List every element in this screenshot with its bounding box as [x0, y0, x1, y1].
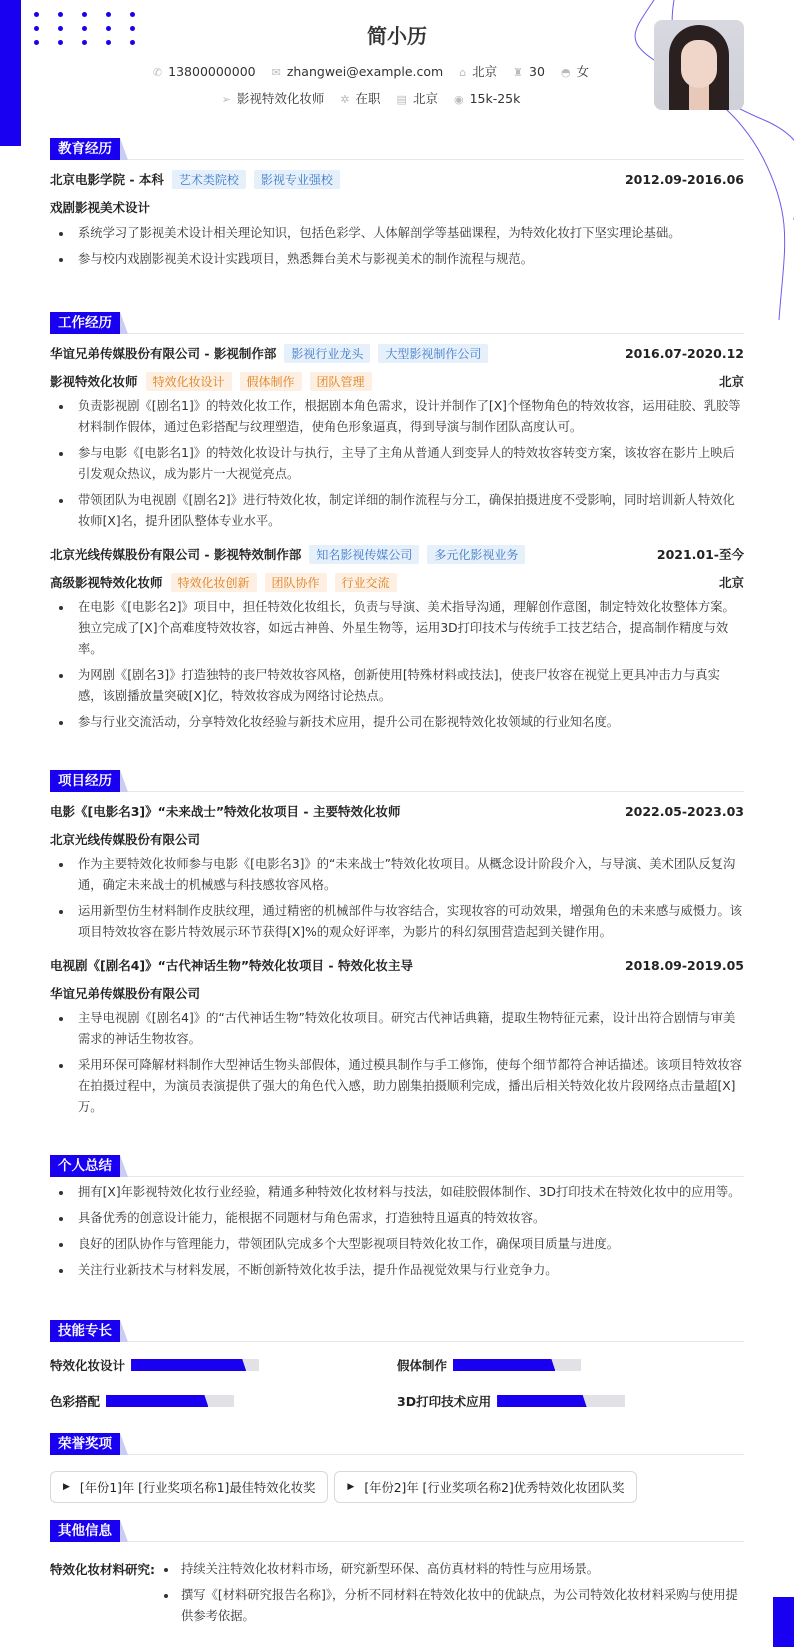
award-item	[334, 1471, 637, 1503]
date: 2021.01-至今	[656, 547, 744, 562]
skill-bar-fill	[106, 1395, 208, 1407]
skill-name: 3D打印技术应用	[397, 1394, 492, 1409]
list-item: 作为主要特效化妆师参与电影《[电影名3]》的“未来战士”特效化妆项目。从概念设计阶段介入，与导演、美术团队反复沟通，确定未来战士的机械感与科技感妆容风格。	[50, 854, 744, 896]
skill-item	[397, 1392, 744, 1410]
list-item: 系统学习了影视美术设计相关理论知识，包括色彩学、人体解剖学等基础课程，为特效化妆打下坚实理论基础。	[50, 223, 744, 244]
award-text: [年份2]年 [行业奖项名称2]优秀特效化妆团队奖	[364, 1481, 625, 1495]
school: 北京电影学院 - 本科	[50, 172, 164, 187]
date: 2016.07-2020.12	[624, 345, 744, 361]
skill-bar	[453, 1359, 581, 1371]
age: 30	[529, 64, 545, 79]
tag: 影视专业强校	[254, 170, 340, 189]
avatar-photo	[654, 20, 744, 110]
list-item: 运用新型仿生材料制作皮肤纹理，通过精密的机械部件与妆容结合，实现妆容的可动效果，增强角色的未来感与威慑力。该项目特效妆容在影片特效展示环节获得[X]%的观众好评率，为影片的科幻氛围营造起到关键作用。	[50, 901, 744, 943]
section-title: 项目经历	[50, 770, 120, 792]
role: 高级影视特效化妆师	[50, 575, 163, 590]
contact-line-1	[0, 62, 730, 80]
company: 北京光线传媒股份有限公司 - 影视特效制作部	[50, 547, 302, 562]
skills-section	[50, 1320, 744, 1410]
company: 华谊兄弟传媒股份有限公司 - 影视制作部	[50, 346, 277, 361]
hometown: 北京	[472, 64, 498, 79]
skill-bar	[497, 1395, 625, 1407]
list-item: 撰写《[材料研究报告名称]》，分析不同材料在特效化妆中的优缺点，为公司特效化妆材料采购与使用提供参考依据。	[155, 1585, 744, 1627]
phone: 13800000000	[168, 64, 256, 79]
gender: 女	[576, 64, 590, 79]
section-title: 荣誉奖项	[50, 1433, 120, 1455]
skill-tag: 团队协作	[265, 573, 327, 592]
skill-tag: 特效化妆创新	[171, 573, 257, 592]
tag: 多元化影视业务	[427, 545, 525, 564]
skill-tag: 特效化妆设计	[146, 372, 232, 391]
building-icon: ▤	[396, 93, 407, 106]
triangle-icon: ▶	[347, 1482, 355, 1492]
contact-line-2	[0, 89, 730, 107]
section-title: 其他信息	[50, 1520, 120, 1542]
job-entry	[50, 343, 744, 532]
project-name: 电影《[电影名3]》“未来战士”特效化妆项目 - 主要特效化妆师	[50, 804, 401, 819]
other-section	[50, 1520, 744, 1627]
skill-name: 假体制作	[397, 1358, 448, 1373]
list-item: 关注行业新技术与材料发展，不断创新特效化妆手法，提升作品视觉效果与行业竞争力。	[50, 1260, 744, 1281]
tag: 知名影视传媒公司	[309, 545, 419, 564]
list-item: 带领团队为电视剧《[剧名2]》进行特效化妆，制定详细的制作流程与分工，确保拍摄进度不受影响，同时培训新人特效化妆师[X]名，提升团队整体专业水平。	[50, 490, 744, 532]
skill-tag: 行业交流	[335, 573, 397, 592]
list-item: 参与校内戏剧影视美术设计实践项目，熟悉舞台美术与影视美术的制作流程与规范。	[50, 249, 744, 270]
date: 2018.09-2019.05	[624, 957, 744, 973]
list-item: 采用环保可降解材料制作大型神话生物头部假体，通过模具制作与手工修饰，使每个细节都符合神话描述。该项目特效妆容在拍摄过程中，为演员表演提供了强大的角色代入感，助力剧集拍摄顺利完成，播出后相关特效化妆片段网络点击量超[X]万。	[50, 1055, 744, 1118]
tag: 影视行业龙头	[284, 344, 370, 363]
list-item: 在电影《[电影名2]》项目中，担任特效化妆组长，负责与导演、美术指导沟通，理解创作意图，制定特效化妆整体方案。独立完成了[X]个高难度特效妆容，如远古神兽、外星生物等，运用3D打印技术与传统手工技艺结合，提高制作精度与效率。	[50, 597, 744, 660]
section-title: 教育经历	[50, 138, 120, 160]
skill-item	[50, 1356, 397, 1374]
skill-bar	[106, 1395, 234, 1407]
projects-section	[50, 770, 744, 1118]
phone-icon: ✆	[152, 66, 163, 79]
project-entry	[50, 801, 744, 943]
award-item	[50, 1471, 328, 1503]
date: 2022.05-2023.03	[624, 803, 744, 819]
role: 影视特效化妆师	[50, 374, 138, 389]
city: 北京	[412, 91, 438, 106]
status-icon: ✲	[340, 93, 350, 106]
skill-name: 特效化妆设计	[50, 1358, 126, 1373]
age-icon: ♜	[513, 66, 524, 79]
list-item: 具备优秀的创意设计能力，能根据不同题材与角色需求，打造独特且逼真的特效妆容。	[50, 1208, 744, 1229]
skill-tag: 团队管理	[310, 372, 372, 391]
skill-item	[50, 1392, 397, 1410]
awards-section	[50, 1433, 744, 1503]
list-item: 持续关注特效化妆材料市场，研究新型环保、高仿真材料的特性与应用场景。	[155, 1559, 744, 1580]
tag: 艺术类院校	[172, 170, 246, 189]
major: 戏剧影视美术设计	[50, 200, 151, 215]
skill-bar	[131, 1359, 259, 1371]
city: 北京	[718, 374, 744, 389]
right-accent-bar	[773, 1597, 794, 1647]
send-icon: ➢	[221, 93, 231, 106]
section-title: 工作经历	[50, 312, 120, 334]
gender-icon: ◓	[560, 66, 571, 79]
list-item: 参与电影《[电影名1]》的特效化妆设计与执行，主导了主角从普通人到变异人的特效妆容转变方案，该妆容在影片上映后引发观众热议，成为影片一大视觉亮点。	[50, 443, 744, 485]
skill-bar-fill	[131, 1359, 246, 1371]
home-icon: ⌂	[459, 66, 467, 79]
org: 华谊兄弟传媒股份有限公司	[50, 986, 201, 1001]
position: 影视特效化妆师	[236, 91, 325, 106]
list-item: 为网剧《[剧名3]》打造独特的丧尸特效妆容风格，创新使用[特殊材料或技法]，使丧尸妆容在视觉上更具冲击力与真实感，该剧播放量突破[X]亿，特效妆容成为网络讨论热点。	[50, 665, 744, 707]
list-item: 良好的团队协作与管理能力，带领团队完成多个大型影视项目特效化妆工作，确保项目质量与进度。	[50, 1234, 744, 1255]
date: 2012.09-2016.06	[624, 171, 744, 187]
city: 北京	[718, 575, 744, 590]
section-title: 个人总结	[50, 1155, 120, 1177]
award-text: [年份1]年 [行业奖项名称1]最佳特效化妆奖	[79, 1481, 316, 1495]
other-label: 特效化妆材料研究:	[50, 1562, 155, 1577]
section-title: 技能专长	[50, 1320, 120, 1342]
skill-bar-fill	[453, 1359, 555, 1371]
skill-bar-fill	[497, 1395, 587, 1407]
skill-tag: 假体制作	[240, 372, 302, 391]
summary-section	[50, 1155, 744, 1281]
project-name: 电视剧《[剧名4]》“古代神话生物”特效化妆项目 - 特效化妆主导	[50, 958, 413, 973]
tag: 大型影视制作公司	[378, 344, 488, 363]
skill-item	[397, 1356, 744, 1374]
list-item: 负责影视剧《[剧名1]》的特效化妆工作，根据剧本角色需求，设计并制作了[X]个怪物角色的特效妆容，运用硅胶、乳胶等材料制作假体，通过色彩搭配与纹理塑造，使角色形象逼真，得到导演与制作团队高度认可。	[50, 396, 744, 438]
list-item: 参与行业交流活动，分享特效化妆经验与新技术应用，提升公司在影视特效化妆领域的行业知名度。	[50, 712, 744, 733]
salary: 15k-25k	[469, 91, 521, 106]
list-item: 主导电视剧《[剧名4]》的“古代神话生物”特效化妆项目。研究古代神话典籍，提取生物特征元素，设计出符合剧情与审美需求的神话生物妆容。	[50, 1008, 744, 1050]
list-item: 拥有[X]年影视特效化妆行业经验，精通多种特效化妆材料与技法，如硅胶假体制作、3D打印技术在特效化妆中的应用等。	[50, 1182, 744, 1203]
salary-icon: ◉	[453, 93, 464, 106]
triangle-icon: ▶	[63, 1482, 70, 1492]
project-entry	[50, 955, 744, 1118]
work-section	[50, 312, 744, 733]
resume-name: 简小历	[367, 24, 427, 48]
skill-name: 色彩搭配	[50, 1394, 101, 1409]
email: zhangwei@example.com	[286, 64, 444, 79]
job-entry	[50, 544, 744, 733]
education-section	[50, 138, 744, 270]
email-icon: ✉	[271, 66, 281, 79]
org: 北京光线传媒股份有限公司	[50, 832, 201, 847]
status: 在职	[355, 91, 381, 106]
